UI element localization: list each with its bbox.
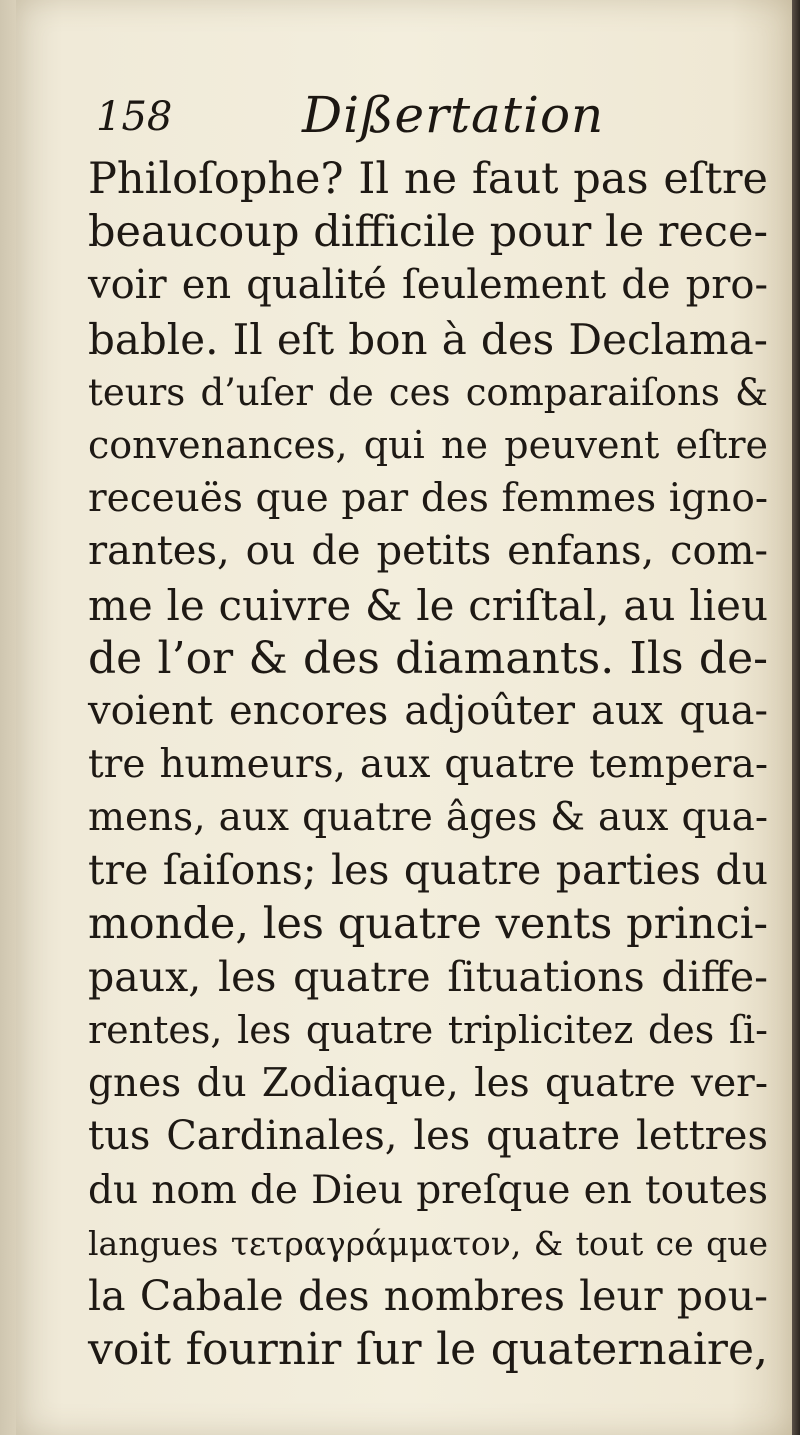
text-line: paux, les quatre ſituations diffe- xyxy=(88,952,768,1001)
running-title: Dißertation xyxy=(302,86,605,144)
page-edge-shadow xyxy=(792,0,800,1435)
text-line: me le cuivre & le criſtal, au lieu xyxy=(88,580,768,630)
text-line: mens, aux quatre âges & aux qua- xyxy=(88,795,768,841)
text-line: convenances, qui ne peuvent eſtre xyxy=(88,422,768,467)
page-header xyxy=(96,86,696,150)
text-line: tre ſaiſons; les quatre parties du xyxy=(88,846,768,895)
body-text xyxy=(88,153,778,1376)
text-line: tus Cardinales, les quatre lettres xyxy=(88,1113,768,1160)
text-line: rantes, ou de petits enfans, com- xyxy=(88,528,768,575)
text-line: bable. Il eſt bon à des Declama- xyxy=(88,314,768,364)
text-line: receuës que par des femmes igno- xyxy=(88,476,768,522)
text-line: gnes du Zodiaque, les quatre ver- xyxy=(88,1061,768,1107)
text-line: la Cabale des nombres leur pou- xyxy=(88,1271,768,1320)
text-line: langues τετραγράμματον, & tout ce que xyxy=(88,1223,768,1263)
text-line: Philoſophe? Il ne faut pas eſtre xyxy=(88,154,768,204)
text-line: tre humeurs, aux quatre tempera- xyxy=(88,742,768,788)
text-line: voit fournir ſur le quaternaire, xyxy=(88,1324,768,1376)
binding-gutter xyxy=(0,0,16,1435)
text-line: monde, les quatre vents princi- xyxy=(88,898,768,949)
page-number: 158 xyxy=(96,94,173,140)
text-line: rentes, les quatre triplicitez des ſi- xyxy=(88,1008,768,1052)
text-line: du nom de Dieu preſque en toutes xyxy=(88,1167,768,1213)
text-line: voir en qualité ſeulement de pro- xyxy=(88,262,768,309)
text-line: voient encores adjoûter aux qua- xyxy=(88,687,768,734)
text-line: teurs d’uſer de ces comparaiſons & xyxy=(88,370,768,414)
text-line: de l’or & des diamants. Ils de- xyxy=(88,632,768,684)
text-line: beaucoup difficile pour le rece- xyxy=(88,207,768,258)
